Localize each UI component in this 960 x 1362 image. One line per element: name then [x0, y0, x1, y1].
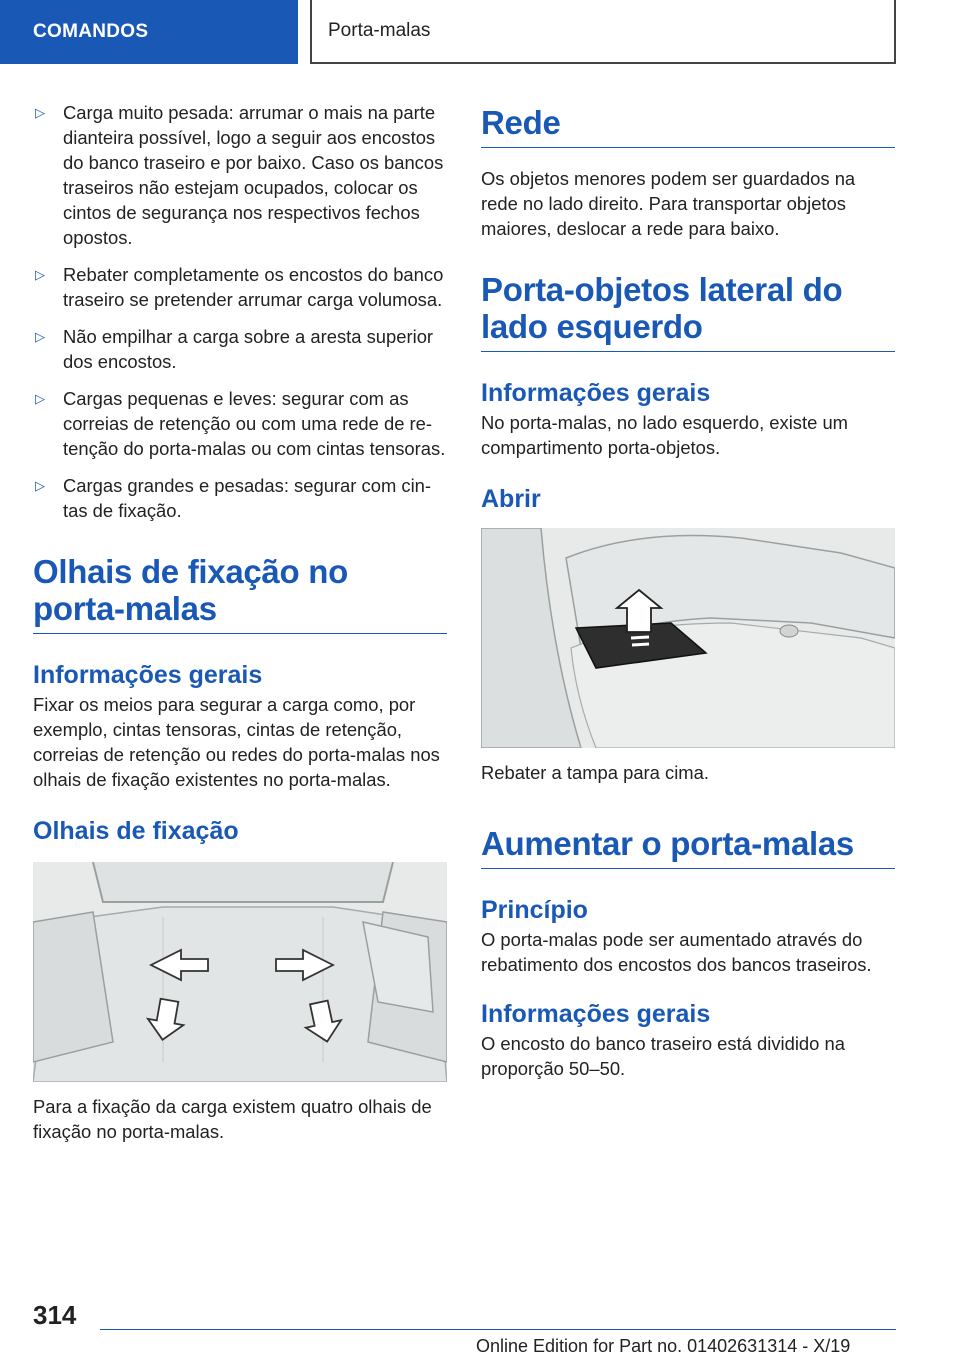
right-column: [481, 100, 895, 1081]
caption-olhais: Para a fixação da carga existem quatro olhais de fixação no porta-malas.: [33, 1096, 432, 1142]
section-tab: COMANDOS: [0, 0, 298, 64]
paragraph-encosto: O encosto do banco traseiro está dividido na proporção 50–50.: [481, 1033, 845, 1079]
list-item: [33, 473, 447, 523]
left-column: [33, 100, 447, 1144]
list-item: [33, 386, 447, 461]
side-compartment-drawing: [481, 528, 895, 748]
list-item-text: Cargas pequenas e leves: segurar com as correias de retenção ou com uma rede de retenção do porta-malas ou com cintas tensoras.: [63, 388, 446, 459]
trunk-eyelets-illustration: [33, 862, 447, 1082]
edition-footer: Online Edition for Part no. 01402631314 - X/19: [476, 1336, 851, 1356]
section-heading-aumentar: Aumentar o porta-malas: [481, 825, 895, 869]
page-title: Porta-malas: [310, 0, 896, 64]
section-heading-rede: Rede: [481, 104, 895, 148]
trunk-interior-drawing: [33, 862, 447, 1082]
side-compartment-illustration: [481, 528, 895, 748]
bullet-list: [33, 100, 447, 523]
list-item-text: Cargas grandes e pesadas: segurar com cintas de fixação.: [63, 475, 432, 521]
triangle-bullet-icon: ▷: [35, 478, 45, 493]
subheading-informacoes: Informações gerais: [481, 379, 711, 407]
paragraph-porta-objetos: No porta-malas, no lado esquerdo, existe um compartimento porta-objetos.: [481, 412, 848, 458]
section-heading-porta-objetos: Porta-objetos lateral do lado esquerdo: [481, 271, 895, 352]
triangle-bullet-icon: ▷: [35, 267, 45, 282]
caption-abrir: Rebater a tampa para cima.: [481, 762, 709, 783]
paragraph-principio: O porta-malas pode ser aumentado através do rebatimento dos encostos dos bancos traseiros.: [481, 929, 872, 975]
page-number: 314: [33, 1300, 77, 1330]
paragraph-rede: Os objetos menores podem ser guardados na rede no lado direito. Para transportar objetos maiores, deslocar a rede para baixo.: [481, 168, 856, 239]
list-item-text: Carga muito pesada: arrumar o mais na parte dianteira possível, logo a seguir aos encostos do banco traseiro e por baixo. Caso os bancos traseiros não estejam ocupados, colocar os cintos de segurança nos respectivos fechos opostos.: [63, 102, 444, 248]
triangle-bullet-icon: ▷: [35, 105, 45, 120]
list-item-text: Não empilhar a carga sobre a aresta superior dos encostos.: [63, 326, 434, 372]
list-item: [33, 262, 447, 312]
list-item: [33, 324, 447, 374]
triangle-bullet-icon: ▷: [35, 391, 45, 406]
subheading-informacoes: Informações gerais: [33, 661, 263, 689]
list-item-text: Rebater completamente os encostos do banco traseiro se pretender arrumar carga volumosa.: [63, 264, 444, 310]
subheading-informacoes: Informações gerais: [481, 1000, 711, 1028]
subheading-abrir: Abrir: [481, 485, 541, 513]
triangle-bullet-icon: ▷: [35, 329, 45, 344]
paragraph-olhais-info: Fixar os meios para segurar a carga como, por exemplo, cintas tensoras, cintas de retenção, correias de retenção ou redes do porta-malas nos olhais de fixação existentes no porta-malas.: [33, 694, 440, 790]
subheading-principio: Princípio: [481, 896, 588, 924]
list-item: [33, 100, 447, 250]
footer-divider: [100, 1329, 896, 1330]
subheading-olhais-fixacao: Olhais de fixação: [33, 817, 239, 845]
section-heading-olhais: Olhais de fixação no porta-malas: [33, 553, 447, 634]
